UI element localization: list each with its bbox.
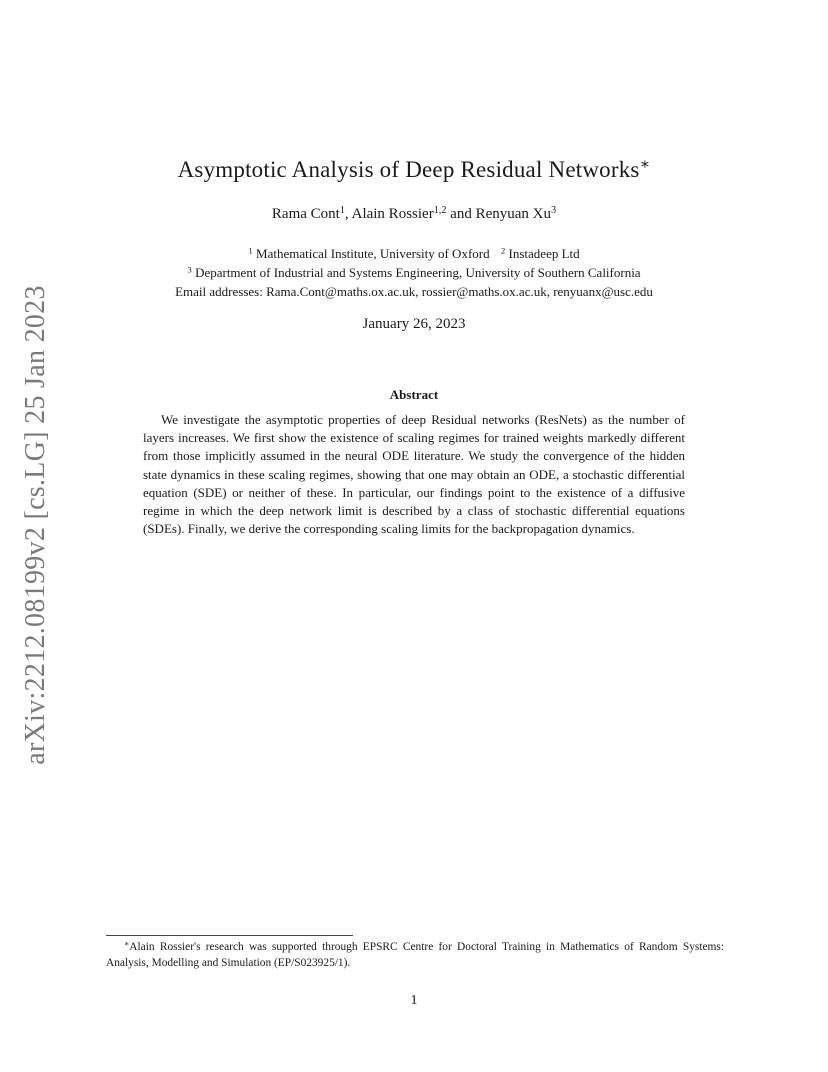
- title-footnote-mark: ∗: [639, 156, 651, 174]
- page-number: 1: [410, 993, 418, 1008]
- email-addresses: Email addresses: Rama.Cont@maths.ox.ac.uk, rossier@maths.ox.ac.uk, renyuanx@usc.edu: [175, 284, 653, 299]
- author-affiliation-mark: 1: [339, 204, 345, 216]
- footnote-mark: ∗: [124, 939, 130, 949]
- affiliation-usc: Department of Industrial and Systems Engineering, University of Southern California: [195, 265, 641, 280]
- abstract-heading: Abstract: [389, 387, 439, 402]
- footnote-text: Alain Rossier's research was supported through EPSRC Centre for Doctoral Training in Mathematics of Random Systems: Analysis, Modelling and Simulation (EP/S023925/1).: [106, 941, 724, 969]
- author-separator: ,: [344, 206, 352, 222]
- paper-title-text: Asymptotic Analysis of Deep Residual Networks: [177, 157, 640, 182]
- affiliation-mark: 2: [500, 245, 506, 256]
- footnote-divider: [106, 935, 353, 936]
- author-list: [0, 206, 828, 223]
- author-name: Rama Cont: [271, 206, 340, 222]
- author-name: Alain Rossier: [351, 206, 434, 222]
- paper-date: January 26, 2023: [362, 316, 466, 332]
- arxiv-identifier-stamp: arXiv:2212.08199v2 [cs.LG] 25 Jan 2023: [20, 285, 51, 765]
- author-conjunction: and: [446, 206, 476, 222]
- paper-title: [0, 157, 828, 183]
- author-name: Renyuan Xu: [475, 206, 551, 222]
- affiliations-line-1: [0, 246, 828, 262]
- abstract-body: We investigate the asymptotic properties of deep Residual networks (ResNets) as the number of layers increases. We first show the existence of scaling regimes for trained weights markedly different from those implicitly assumed in the neural ODE literature. We study the convergence of the hidden state dynamics in these scaling regimes, showing that one may obtain an ODE, a stochastic differential equation (SDE) or neither of these. In particular, our findings point to the existence of a diffusive regime in which the deep network limit is described by a class of stochastic differential equations (SDEs). Finally, we derive the corresponding scaling limits for the backpropagation dynamics.: [143, 412, 685, 537]
- affiliation-instadeep: Instadeep Ltd: [508, 246, 580, 261]
- affiliation-mark: 3: [187, 264, 192, 275]
- author-affiliation-mark: 3: [551, 204, 557, 216]
- footnote: [106, 939, 724, 971]
- affiliation-oxford: Mathematical Institute, University of Oxford: [256, 246, 490, 261]
- affiliations-line-2: [0, 265, 828, 281]
- affiliation-mark: 1: [248, 245, 253, 256]
- author-affiliation-mark: 1,2: [433, 204, 447, 216]
